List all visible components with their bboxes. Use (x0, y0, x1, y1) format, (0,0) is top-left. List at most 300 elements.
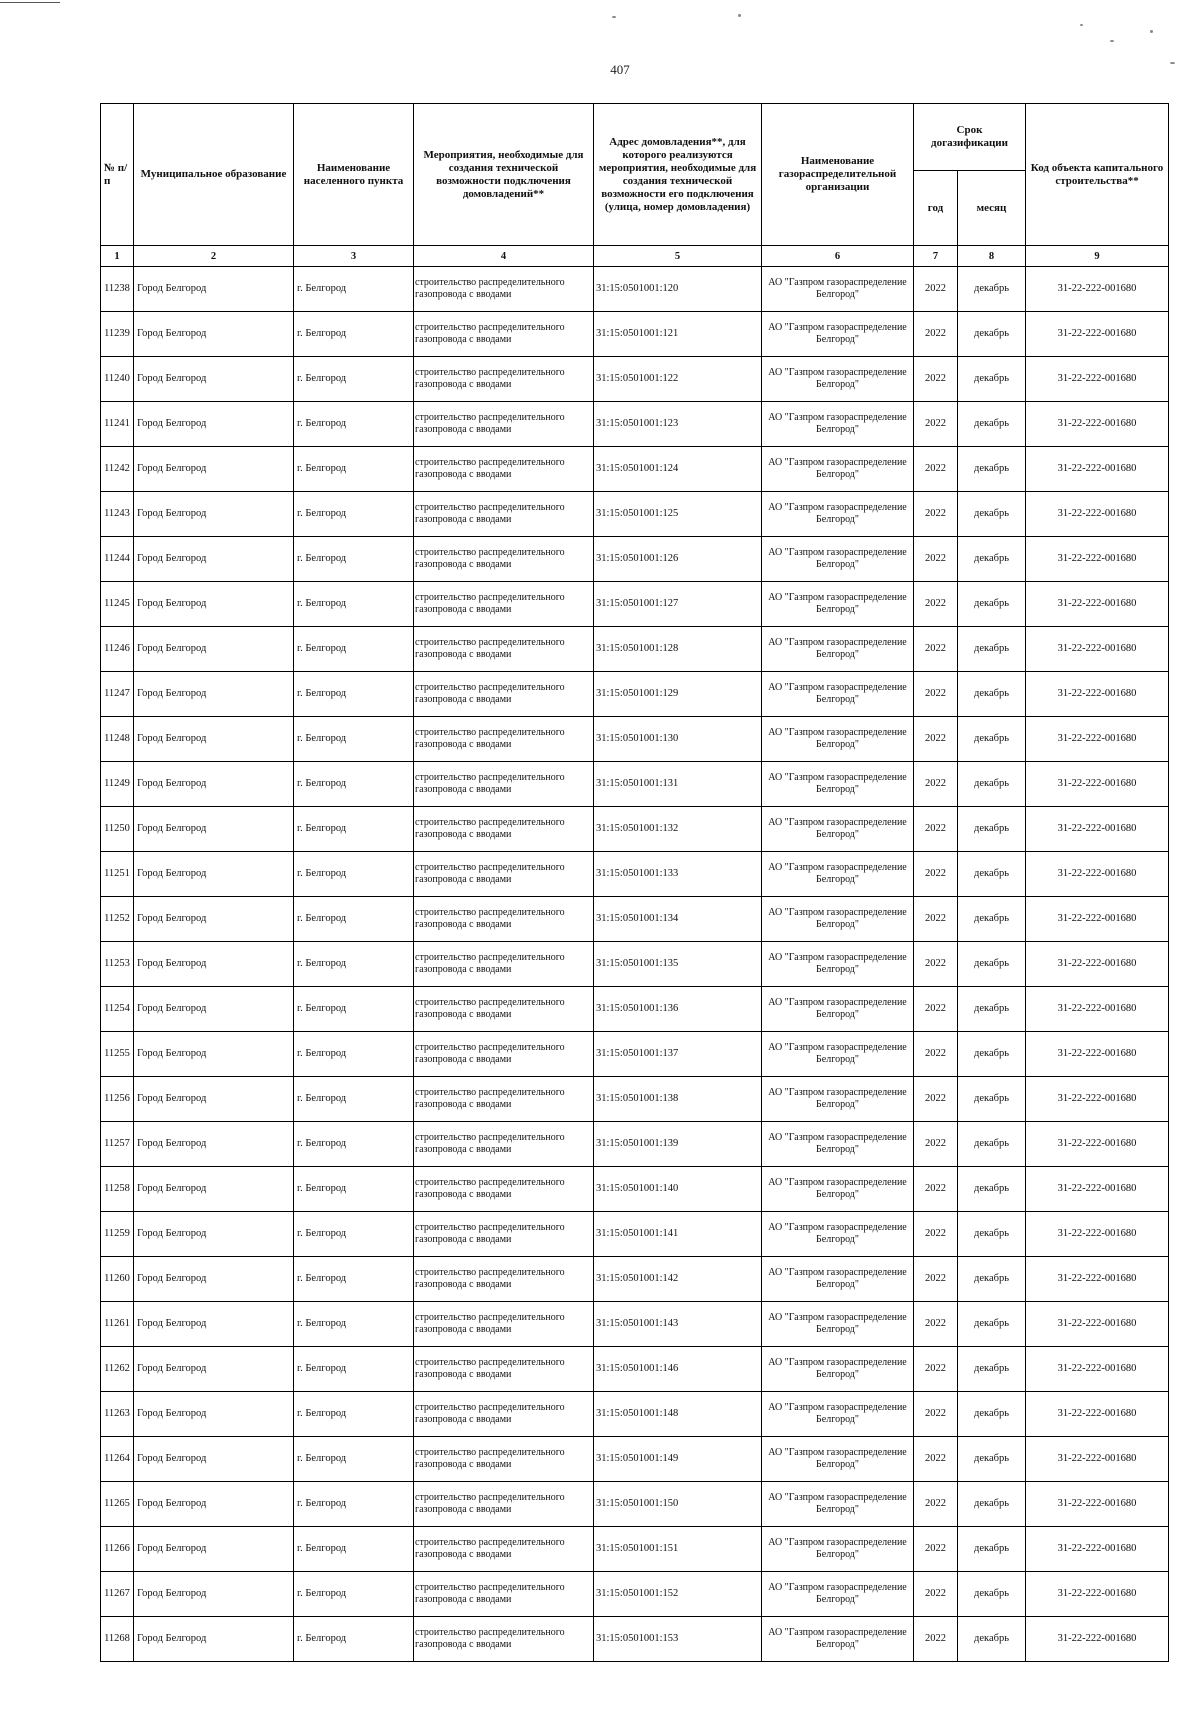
header-gas-organization: Наименование газораспределительной организации (762, 104, 914, 246)
municipality-cell: Город Белгород (134, 897, 294, 942)
construction-code-cell: 31-22-222-001680 (1026, 1032, 1169, 1077)
table-row (101, 267, 1169, 312)
header-gasification-deadline: Срок догазификации (914, 104, 1026, 171)
construction-code-cell: 31-22-222-001680 (1026, 447, 1169, 492)
gasification-table (100, 103, 1169, 1662)
settlement-cell: г. Белгород (294, 807, 414, 852)
construction-code-cell: 31-22-222-001680 (1026, 402, 1169, 447)
page-number: 407 (610, 62, 630, 77)
construction-code-cell: 31-22-222-001680 (1026, 312, 1169, 357)
year-cell: 2022 (914, 672, 958, 717)
settlement-cell: г. Белгород (294, 267, 414, 312)
month-cell: декабрь (958, 1437, 1026, 1482)
measures-cell: строительство распределительного газопровода с вводами (414, 807, 594, 852)
table-row (101, 1392, 1169, 1437)
municipality-cell: Город Белгород (134, 492, 294, 537)
municipality-cell: Город Белгород (134, 537, 294, 582)
row-number-cell: 11247 (101, 672, 134, 717)
gas-organization-cell: АО "Газпром газораспределение Белгород" (762, 807, 914, 852)
gas-organization-cell: АО "Газпром газораспределение Белгород" (762, 1527, 914, 1572)
year-cell: 2022 (914, 627, 958, 672)
year-cell: 2022 (914, 1167, 958, 1212)
column-number-row (101, 246, 1169, 267)
month-cell: декабрь (958, 492, 1026, 537)
row-number-cell: 11239 (101, 312, 134, 357)
year-cell: 2022 (914, 1077, 958, 1122)
row-number-cell: 11246 (101, 627, 134, 672)
construction-code-cell: 31-22-222-001680 (1026, 852, 1169, 897)
construction-code-cell: 31-22-222-001680 (1026, 717, 1169, 762)
gas-organization-cell: АО "Газпром газораспределение Белгород" (762, 447, 914, 492)
municipality-cell: Город Белгород (134, 1527, 294, 1572)
table-row (101, 1482, 1169, 1527)
year-cell: 2022 (914, 1617, 958, 1662)
row-number-cell: 11258 (101, 1167, 134, 1212)
month-cell: декабрь (958, 357, 1026, 402)
month-cell: декабрь (958, 852, 1026, 897)
municipality-cell: Город Белгород (134, 402, 294, 447)
measures-cell: строительство распределительного газопровода с вводами (414, 987, 594, 1032)
row-number-cell: 11266 (101, 1527, 134, 1572)
row-number-cell: 11263 (101, 1392, 134, 1437)
address-cell: 31:15:0501001:123 (594, 402, 762, 447)
measures-cell: строительство распределительного газопровода с вводами (414, 627, 594, 672)
scan-artifact-speck (1110, 40, 1114, 42)
measures-cell: строительство распределительного газопровода с вводами (414, 582, 594, 627)
row-number-cell: 11256 (101, 1077, 134, 1122)
year-cell: 2022 (914, 1347, 958, 1392)
address-cell: 31:15:0501001:150 (594, 1482, 762, 1527)
row-number-cell: 11255 (101, 1032, 134, 1077)
construction-code-cell: 31-22-222-001680 (1026, 1437, 1169, 1482)
construction-code-cell: 31-22-222-001680 (1026, 942, 1169, 987)
municipality-cell: Город Белгород (134, 807, 294, 852)
month-cell: декабрь (958, 1347, 1026, 1392)
table-row (101, 1077, 1169, 1122)
year-cell: 2022 (914, 1437, 958, 1482)
gas-organization-cell: АО "Газпром газораспределение Белгород" (762, 1077, 914, 1122)
construction-code-cell: 31-22-222-001680 (1026, 1122, 1169, 1167)
construction-code-cell: 31-22-222-001680 (1026, 1392, 1169, 1437)
settlement-cell: г. Белгород (294, 1437, 414, 1482)
year-cell: 2022 (914, 717, 958, 762)
measures-cell: строительство распределительного газопровода с вводами (414, 762, 594, 807)
table-row (101, 1437, 1169, 1482)
year-cell: 2022 (914, 402, 958, 447)
address-cell: 31:15:0501001:139 (594, 1122, 762, 1167)
month-cell: декабрь (958, 807, 1026, 852)
municipality-cell: Город Белгород (134, 1302, 294, 1347)
construction-code-cell: 31-22-222-001680 (1026, 1302, 1169, 1347)
gas-organization-cell: АО "Газпром газораспределение Белгород" (762, 717, 914, 762)
gas-organization-cell: АО "Газпром газораспределение Белгород" (762, 1482, 914, 1527)
table-row (101, 852, 1169, 897)
settlement-cell: г. Белгород (294, 717, 414, 762)
address-cell: 31:15:0501001:132 (594, 807, 762, 852)
month-cell: декабрь (958, 582, 1026, 627)
address-cell: 31:15:0501001:133 (594, 852, 762, 897)
year-cell: 2022 (914, 1392, 958, 1437)
table-row (101, 987, 1169, 1032)
month-cell: декабрь (958, 312, 1026, 357)
row-number-cell: 11251 (101, 852, 134, 897)
header-row-number: № п/п (101, 104, 134, 246)
measures-cell: строительство распределительного газопровода с вводами (414, 1482, 594, 1527)
row-number-cell: 11259 (101, 1212, 134, 1257)
address-cell: 31:15:0501001:134 (594, 897, 762, 942)
header-settlement: Наименование населенного пункта (294, 104, 414, 246)
measures-cell: строительство распределительного газопровода с вводами (414, 357, 594, 402)
address-cell: 31:15:0501001:148 (594, 1392, 762, 1437)
address-cell: 31:15:0501001:137 (594, 1032, 762, 1077)
row-number-cell: 11249 (101, 762, 134, 807)
table-row (101, 312, 1169, 357)
table-row (101, 1032, 1169, 1077)
municipality-cell: Город Белгород (134, 1077, 294, 1122)
month-cell: декабрь (958, 717, 1026, 762)
row-number-cell: 11265 (101, 1482, 134, 1527)
year-cell: 2022 (914, 1257, 958, 1302)
measures-cell: строительство распределительного газопровода с вводами (414, 1257, 594, 1302)
month-cell: декабрь (958, 267, 1026, 312)
month-cell: декабрь (958, 447, 1026, 492)
table-row (101, 492, 1169, 537)
measures-cell: строительство распределительного газопровода с вводами (414, 537, 594, 582)
month-cell: декабрь (958, 627, 1026, 672)
construction-code-cell: 31-22-222-001680 (1026, 1617, 1169, 1662)
year-cell: 2022 (914, 267, 958, 312)
year-cell: 2022 (914, 987, 958, 1032)
month-cell: декабрь (958, 1392, 1026, 1437)
address-cell: 31:15:0501001:121 (594, 312, 762, 357)
municipality-cell: Город Белгород (134, 267, 294, 312)
month-cell: декабрь (958, 1032, 1026, 1077)
year-cell: 2022 (914, 582, 958, 627)
table-row (101, 762, 1169, 807)
settlement-cell: г. Белгород (294, 1212, 414, 1257)
address-cell: 31:15:0501001:122 (594, 357, 762, 402)
gas-organization-cell: АО "Газпром газораспределение Белгород" (762, 1257, 914, 1302)
year-cell: 2022 (914, 1527, 958, 1572)
address-cell: 31:15:0501001:131 (594, 762, 762, 807)
municipality-cell: Город Белгород (134, 1122, 294, 1167)
scan-artifact-speck (738, 14, 741, 17)
year-cell: 2022 (914, 807, 958, 852)
gas-organization-cell: АО "Газпром газораспределение Белгород" (762, 1167, 914, 1212)
address-cell: 31:15:0501001:141 (594, 1212, 762, 1257)
measures-cell: строительство распределительного газопровода с вводами (414, 1212, 594, 1257)
row-number-cell: 11254 (101, 987, 134, 1032)
table-row (101, 627, 1169, 672)
municipality-cell: Город Белгород (134, 447, 294, 492)
address-cell: 31:15:0501001:135 (594, 942, 762, 987)
gas-organization-cell: АО "Газпром газораспределение Белгород" (762, 762, 914, 807)
table-row (101, 1302, 1169, 1347)
month-cell: декабрь (958, 987, 1026, 1032)
row-number-cell: 11244 (101, 537, 134, 582)
scan-artifact-speck (1150, 30, 1153, 33)
gas-organization-cell: АО "Газпром газораспределение Белгород" (762, 672, 914, 717)
address-cell: 31:15:0501001:152 (594, 1572, 762, 1617)
measures-cell: строительство распределительного газопровода с вводами (414, 852, 594, 897)
row-number-cell: 11241 (101, 402, 134, 447)
municipality-cell: Город Белгород (134, 582, 294, 627)
month-cell: декабрь (958, 402, 1026, 447)
gas-organization-cell: АО "Газпром газораспределение Белгород" (762, 492, 914, 537)
address-cell: 31:15:0501001:124 (594, 447, 762, 492)
construction-code-cell: 31-22-222-001680 (1026, 267, 1169, 312)
municipality-cell: Город Белгород (134, 1572, 294, 1617)
table-header (101, 104, 1169, 267)
measures-cell: строительство распределительного газопровода с вводами (414, 267, 594, 312)
year-cell: 2022 (914, 1482, 958, 1527)
construction-code-cell: 31-22-222-001680 (1026, 492, 1169, 537)
gas-organization-cell: АО "Газпром газораспределение Белгород" (762, 1392, 914, 1437)
header-month: месяц (958, 171, 1026, 246)
address-cell: 31:15:0501001:130 (594, 717, 762, 762)
gas-organization-cell: АО "Газпром газораспределение Белгород" (762, 1572, 914, 1617)
municipality-cell: Город Белгород (134, 1212, 294, 1257)
table-row (101, 1122, 1169, 1167)
row-number-cell: 11248 (101, 717, 134, 762)
settlement-cell: г. Белгород (294, 582, 414, 627)
measures-cell: строительство распределительного газопровода с вводами (414, 1077, 594, 1122)
municipality-cell: Город Белгород (134, 852, 294, 897)
settlement-cell: г. Белгород (294, 762, 414, 807)
header-address: Адрес домовладения**, для которого реализуются мероприятия, необходимые для создания технической возможности его подключения (улица, номер домовладения) (594, 104, 762, 246)
year-cell: 2022 (914, 357, 958, 402)
column-number: 6 (762, 246, 914, 267)
year-cell: 2022 (914, 312, 958, 357)
settlement-cell: г. Белгород (294, 1122, 414, 1167)
row-number-cell: 11252 (101, 897, 134, 942)
month-cell: декабрь (958, 1212, 1026, 1257)
table-row (101, 357, 1169, 402)
measures-cell: строительство распределительного газопровода с вводами (414, 1032, 594, 1077)
year-cell: 2022 (914, 897, 958, 942)
row-number-cell: 11238 (101, 267, 134, 312)
gas-organization-cell: АО "Газпром газораспределение Белгород" (762, 1347, 914, 1392)
table-row (101, 672, 1169, 717)
construction-code-cell: 31-22-222-001680 (1026, 357, 1169, 402)
municipality-cell: Город Белгород (134, 312, 294, 357)
municipality-cell: Город Белгород (134, 1617, 294, 1662)
settlement-cell: г. Белгород (294, 492, 414, 537)
year-cell: 2022 (914, 942, 958, 987)
construction-code-cell: 31-22-222-001680 (1026, 582, 1169, 627)
address-cell: 31:15:0501001:142 (594, 1257, 762, 1302)
settlement-cell: г. Белгород (294, 987, 414, 1032)
table-row (101, 942, 1169, 987)
table-row (101, 537, 1169, 582)
settlement-cell: г. Белгород (294, 1572, 414, 1617)
column-number: 9 (1026, 246, 1169, 267)
column-number: 3 (294, 246, 414, 267)
header-measures: Мероприятия, необходимые для создания технической возможности подключения домовладений** (414, 104, 594, 246)
municipality-cell: Город Белгород (134, 627, 294, 672)
municipality-cell: Город Белгород (134, 1347, 294, 1392)
address-cell: 31:15:0501001:146 (594, 1347, 762, 1392)
row-number-cell: 11245 (101, 582, 134, 627)
table-row (101, 1212, 1169, 1257)
municipality-cell: Город Белгород (134, 717, 294, 762)
settlement-cell: г. Белгород (294, 897, 414, 942)
table-row (101, 1527, 1169, 1572)
header-construction-code: Код объекта капитального строительства** (1026, 104, 1169, 246)
construction-code-cell: 31-22-222-001680 (1026, 1527, 1169, 1572)
row-number-cell: 11243 (101, 492, 134, 537)
address-cell: 31:15:0501001:129 (594, 672, 762, 717)
gas-organization-cell: АО "Газпром газораспределение Белгород" (762, 627, 914, 672)
construction-code-cell: 31-22-222-001680 (1026, 627, 1169, 672)
month-cell: декабрь (958, 897, 1026, 942)
measures-cell: строительство распределительного газопровода с вводами (414, 1437, 594, 1482)
year-cell: 2022 (914, 447, 958, 492)
address-cell: 31:15:0501001:151 (594, 1527, 762, 1572)
row-number-cell: 11267 (101, 1572, 134, 1617)
column-number: 8 (958, 246, 1026, 267)
row-number-cell: 11260 (101, 1257, 134, 1302)
row-number-cell: 11268 (101, 1617, 134, 1662)
construction-code-cell: 31-22-222-001680 (1026, 897, 1169, 942)
municipality-cell: Город Белгород (134, 1392, 294, 1437)
column-number: 2 (134, 246, 294, 267)
municipality-cell: Город Белгород (134, 1167, 294, 1212)
year-cell: 2022 (914, 852, 958, 897)
year-cell: 2022 (914, 762, 958, 807)
month-cell: декабрь (958, 1077, 1026, 1122)
month-cell: декабрь (958, 537, 1026, 582)
municipality-cell: Город Белгород (134, 987, 294, 1032)
table-row (101, 1572, 1169, 1617)
year-cell: 2022 (914, 1212, 958, 1257)
year-cell: 2022 (914, 1302, 958, 1347)
settlement-cell: г. Белгород (294, 627, 414, 672)
settlement-cell: г. Белгород (294, 1527, 414, 1572)
address-cell: 31:15:0501001:149 (594, 1437, 762, 1482)
settlement-cell: г. Белгород (294, 672, 414, 717)
column-number: 4 (414, 246, 594, 267)
column-number: 5 (594, 246, 762, 267)
row-number-cell: 11242 (101, 447, 134, 492)
municipality-cell: Город Белгород (134, 1482, 294, 1527)
scan-artifact-speck (1080, 24, 1083, 26)
address-cell: 31:15:0501001:143 (594, 1302, 762, 1347)
month-cell: декабрь (958, 1302, 1026, 1347)
month-cell: декабрь (958, 672, 1026, 717)
gas-organization-cell: АО "Газпром газораспределение Белгород" (762, 942, 914, 987)
municipality-cell: Город Белгород (134, 672, 294, 717)
settlement-cell: г. Белгород (294, 1032, 414, 1077)
table-row (101, 402, 1169, 447)
gas-organization-cell: АО "Газпром газораспределение Белгород" (762, 852, 914, 897)
row-number-cell: 11261 (101, 1302, 134, 1347)
scan-artifact-speck (612, 16, 616, 18)
gas-organization-cell: АО "Газпром газораспределение Белгород" (762, 897, 914, 942)
construction-code-cell: 31-22-222-001680 (1026, 1212, 1169, 1257)
construction-code-cell: 31-22-222-001680 (1026, 807, 1169, 852)
gas-organization-cell: АО "Газпром газораспределение Белгород" (762, 1302, 914, 1347)
column-number: 7 (914, 246, 958, 267)
row-number-cell: 11253 (101, 942, 134, 987)
column-number: 1 (101, 246, 134, 267)
measures-cell: строительство распределительного газопровода с вводами (414, 1617, 594, 1662)
scan-artifact-line (0, 2, 60, 3)
measures-cell: строительство распределительного газопровода с вводами (414, 1527, 594, 1572)
gas-organization-cell: АО "Газпром газораспределение Белгород" (762, 582, 914, 627)
month-cell: декабрь (958, 1167, 1026, 1212)
gas-organization-cell: АО "Газпром газораспределение Белгород" (762, 1437, 914, 1482)
gas-organization-cell: АО "Газпром газораспределение Белгород" (762, 987, 914, 1032)
settlement-cell: г. Белгород (294, 402, 414, 447)
settlement-cell: г. Белгород (294, 1617, 414, 1662)
table-row (101, 447, 1169, 492)
table-row (101, 1257, 1169, 1302)
measures-cell: строительство распределительного газопровода с вводами (414, 942, 594, 987)
address-cell: 31:15:0501001:120 (594, 267, 762, 312)
gas-organization-cell: АО "Газпром газораспределение Белгород" (762, 357, 914, 402)
month-cell: декабрь (958, 942, 1026, 987)
header-municipality: Муниципальное образование (134, 104, 294, 246)
construction-code-cell: 31-22-222-001680 (1026, 537, 1169, 582)
row-number-cell: 11257 (101, 1122, 134, 1167)
table-row (101, 807, 1169, 852)
measures-cell: строительство распределительного газопровода с вводами (414, 1302, 594, 1347)
table-row (101, 1617, 1169, 1662)
settlement-cell: г. Белгород (294, 1077, 414, 1122)
settlement-cell: г. Белгород (294, 852, 414, 897)
settlement-cell: г. Белгород (294, 1347, 414, 1392)
row-number-cell: 11262 (101, 1347, 134, 1392)
year-cell: 2022 (914, 492, 958, 537)
measures-cell: строительство распределительного газопровода с вводами (414, 312, 594, 357)
municipality-cell: Город Белгород (134, 1257, 294, 1302)
year-cell: 2022 (914, 1122, 958, 1167)
address-cell: 31:15:0501001:127 (594, 582, 762, 627)
settlement-cell: г. Белгород (294, 312, 414, 357)
construction-code-cell: 31-22-222-001680 (1026, 1347, 1169, 1392)
table-row (101, 897, 1169, 942)
month-cell: декабрь (958, 1257, 1026, 1302)
address-cell: 31:15:0501001:125 (594, 492, 762, 537)
table-row (101, 1167, 1169, 1212)
settlement-cell: г. Белгород (294, 447, 414, 492)
settlement-cell: г. Белгород (294, 1302, 414, 1347)
address-cell: 31:15:0501001:126 (594, 537, 762, 582)
address-cell: 31:15:0501001:138 (594, 1077, 762, 1122)
address-cell: 31:15:0501001:140 (594, 1167, 762, 1212)
month-cell: декабрь (958, 1482, 1026, 1527)
gas-organization-cell: АО "Газпром газораспределение Белгород" (762, 402, 914, 447)
gas-organization-cell: АО "Газпром газораспределение Белгород" (762, 267, 914, 312)
construction-code-cell: 31-22-222-001680 (1026, 1482, 1169, 1527)
settlement-cell: г. Белгород (294, 357, 414, 402)
month-cell: декабрь (958, 1122, 1026, 1167)
measures-cell: строительство распределительного газопровода с вводами (414, 1392, 594, 1437)
gas-organization-cell: АО "Газпром газораспределение Белгород" (762, 1212, 914, 1257)
settlement-cell: г. Белгород (294, 1392, 414, 1437)
measures-cell: строительство распределительного газопровода с вводами (414, 1347, 594, 1392)
measures-cell: строительство распределительного газопровода с вводами (414, 897, 594, 942)
table-row (101, 717, 1169, 762)
year-cell: 2022 (914, 1032, 958, 1077)
header-year: год (914, 171, 958, 246)
settlement-cell: г. Белгород (294, 1482, 414, 1527)
address-cell: 31:15:0501001:128 (594, 627, 762, 672)
measures-cell: строительство распределительного газопровода с вводами (414, 717, 594, 762)
address-cell: 31:15:0501001:136 (594, 987, 762, 1032)
gas-organization-cell: АО "Газпром газораспределение Белгород" (762, 312, 914, 357)
